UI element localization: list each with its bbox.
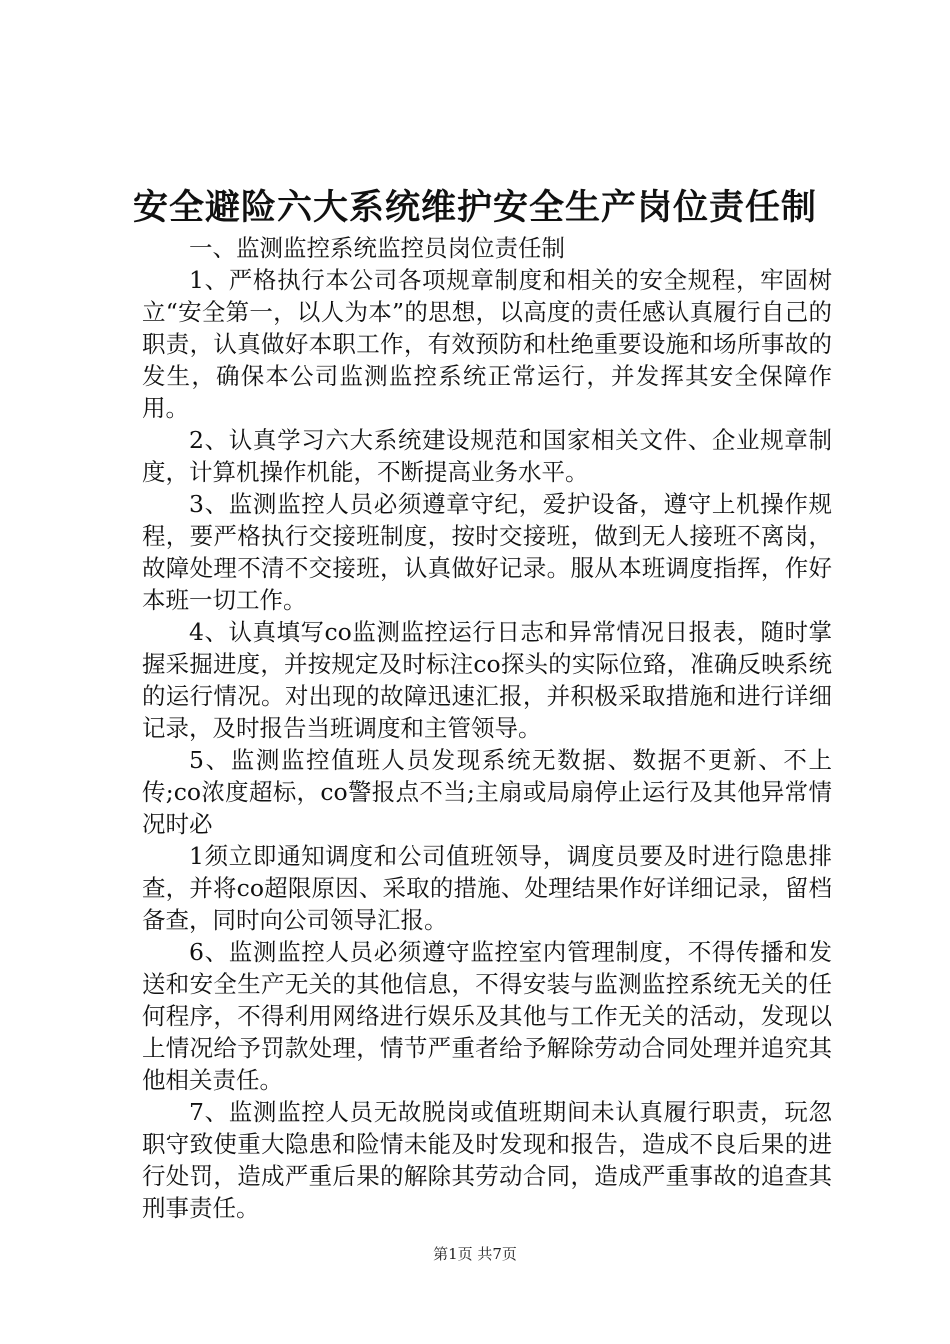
paragraph-6: 6、监测监控人员必须遵守监控室内管理制度，不得传播和发送和安全生产无关的其他信息，不得安装与监测监控系统无关的任何程序，不得利用网络进行娱乐及其他与工作无关的活动，发现以上情况给予罚款处理，情节严重者给予解除劳动合同处理并追究其他相关责任。 xyxy=(142,938,832,1094)
section-heading: 一、监测监控系统监控员岗位责任制 xyxy=(189,234,565,262)
paragraph-5-continued: 1须立即通知调度和公司值班领导，调度员要及时进行隐患排查，并将co超限原因、采取的措施、处理结果作好详细记录，留档备查，同时向公司领导汇报。 xyxy=(142,842,832,934)
paragraph-3: 3、监测监控人员必须遵章守纪，爱护设备，遵守上机操作规程，要严格执行交接班制度，按时交接班，做到无人接班不离岗，故障处理不清不交接班，认真做好记录。服从本班调度指挥，作好本班一切工作。 xyxy=(142,490,832,614)
paragraph-5: 5、监测监控值班人员发现系统无数据、数据不更新、不上传;co浓度超标，co警报点不当;主扇或局扇停止运行及其他异常情况时必 xyxy=(142,746,832,838)
page-number-footer: 第1页 共7页 xyxy=(433,1245,517,1263)
paragraph-2: 2、认真学习六大系统建设规范和国家相关文件、企业规章制度，计算机操作机能，不断提高业务水平。 xyxy=(142,426,832,486)
paragraph-7: 7、监测监控人员无故脱岗或值班期间未认真履行职责，玩忽职守致使重大隐患和险情未能及时发现和报告，造成不良后果的进行处罚，造成严重后果的解除其劳动合同，造成严重事故的追查其刑事责任。 xyxy=(142,1098,832,1222)
paragraph-4: 4、认真填写co监测监控运行日志和异常情况日报表，随时掌握采掘进度，并按规定及时标注co探头的实际位臵，准确反映系统的运行情况。对出现的故障迅速汇报，并积极采取措施和进行详细记录，及时报告当班调度和主管领导。 xyxy=(142,618,832,742)
document-body xyxy=(142,232,832,1224)
paragraph-1: 1、严格执行本公司各项规章制度和相关的安全规程，牢固树立“安全第一，以人为本”的思想，以高度的责任感认真履行自己的职责，认真做好本职工作，有效预防和杜绝重要设施和场所事故的发生，确保本公司监测监控系统正常运行，并发挥其安全保障作用。 xyxy=(142,266,832,422)
document-title: 安全避险六大系统维护安全生产岗位责任制 xyxy=(132,187,817,228)
